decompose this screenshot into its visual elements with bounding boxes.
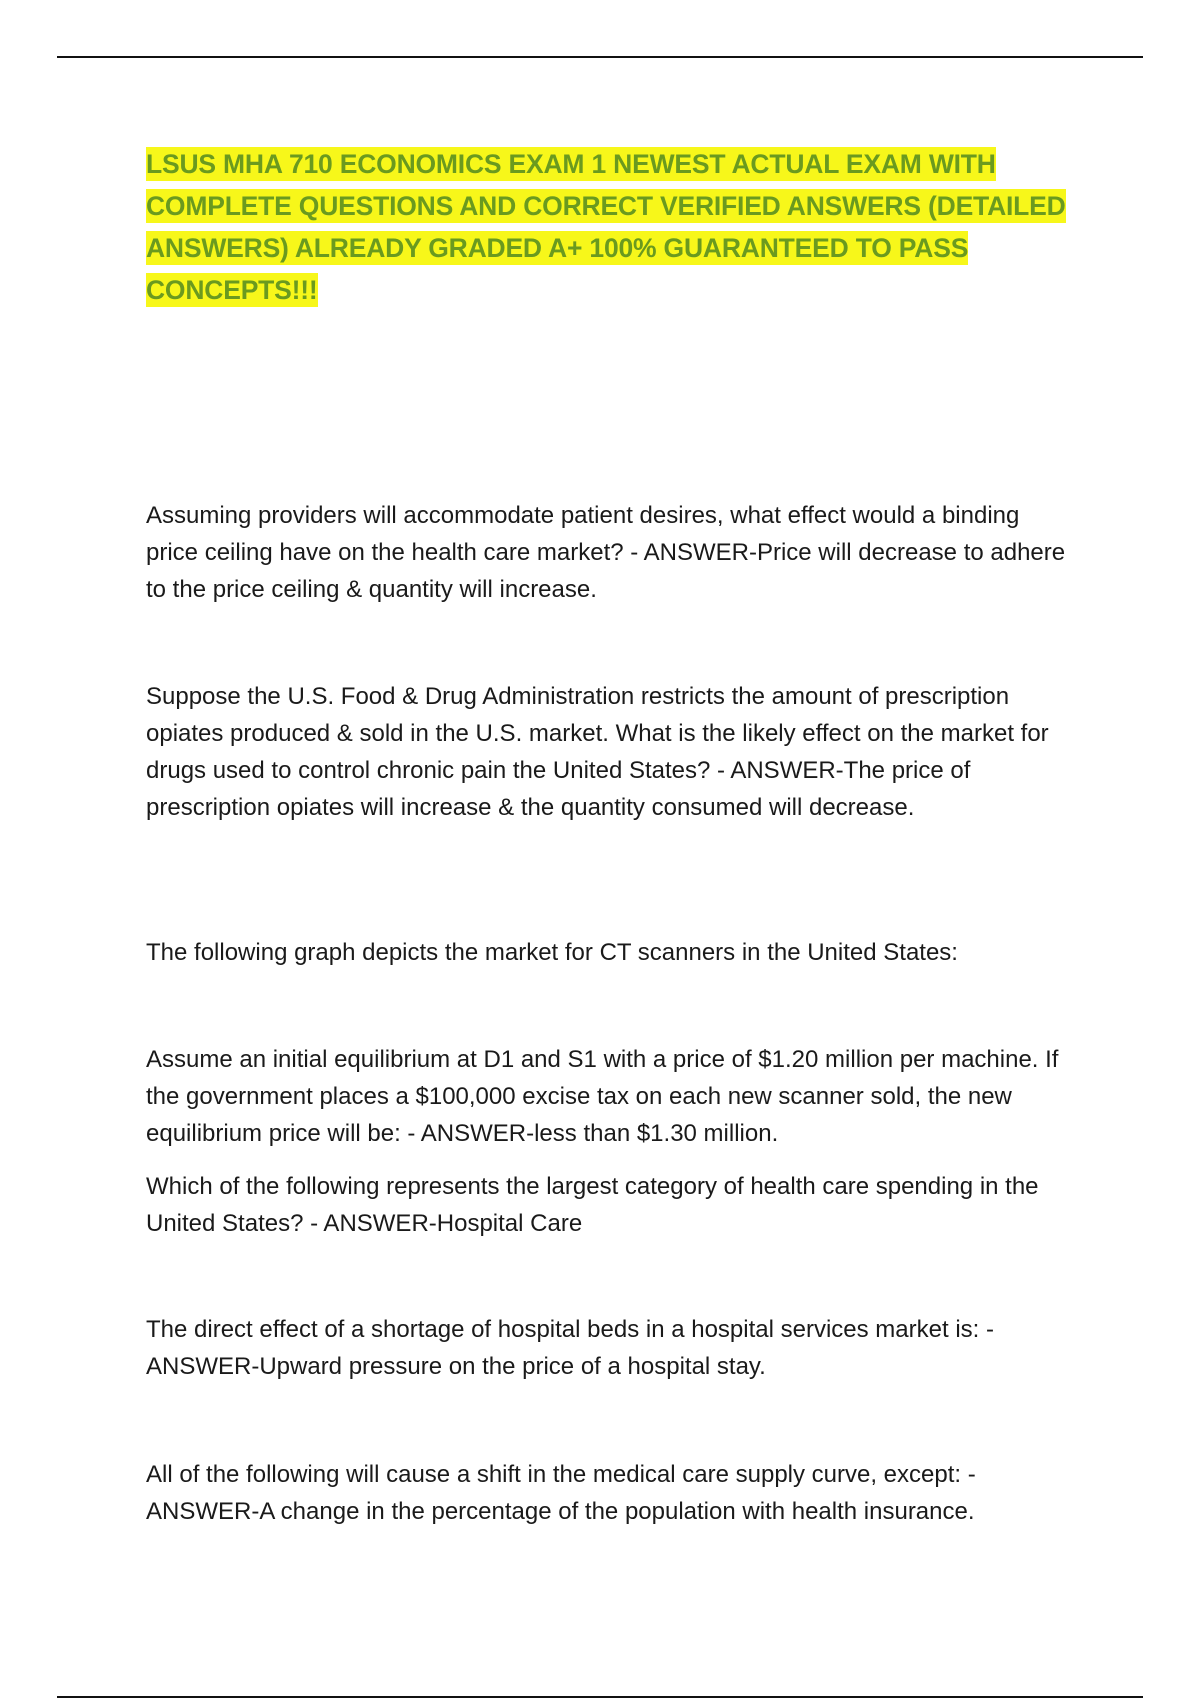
question-price-ceiling: Assuming providers will accommodate patient desires, what effect would a binding price ceiling have on the health care market? - ANSWER-Price will decrease to adhere to the price ceiling & quantity will increase. bbox=[146, 502, 1066, 603]
bottom-rule bbox=[57, 1696, 1143, 1698]
question-health-spending: Which of the following represents the largest category of health care spending in the United States? - ANSWER-Hospital Care bbox=[146, 1173, 1039, 1237]
question-hospital-beds: The direct effect of a shortage of hospital beds in a hospital services market is: - ANSWER-Upward pressure on the price of a hospital stay. bbox=[146, 1316, 994, 1380]
question-ct-scanners-intro: The following graph depicts the market for CT scanners in the United States: bbox=[146, 939, 958, 966]
top-rule bbox=[57, 56, 1143, 58]
question-opiates: Suppose the U.S. Food & Drug Administration restricts the amount of prescription opiates produced & sold in the U.S. market. What is the likely effect on the market for drugs used to control chronic pain the United States? - ANSWER-The price of prescription opiates will increase & the quantity consumed will decrease. bbox=[146, 683, 1049, 821]
question-supply-curve: All of the following will cause a shift in the medical care supply curve, except: - ANSWER-A change in the percentage of the population with health insurance. bbox=[146, 1461, 976, 1525]
document-title bbox=[146, 143, 1066, 311]
document-header bbox=[146, 143, 1066, 311]
question-excise-tax: Assume an initial equilibrium at D1 and S1 with a price of $1.20 million per machine. If the government places a $100,000 excise tax on each new scanner sold, the new equilibrium price will be: - ANSWER-less than $1.30 million. bbox=[146, 1046, 1059, 1147]
title-highlight: LSUS MHA 710 ECONOMICS EXAM 1 NEWEST ACTUAL EXAM WITH COMPLETE QUESTIONS AND CORRECT VERIFIED ANSWERS (DETAILED ANSWERS) ALREADY GRADED A+ 100% GUARANTEED TO PASS CONCEPTS!!! bbox=[146, 149, 1066, 305]
